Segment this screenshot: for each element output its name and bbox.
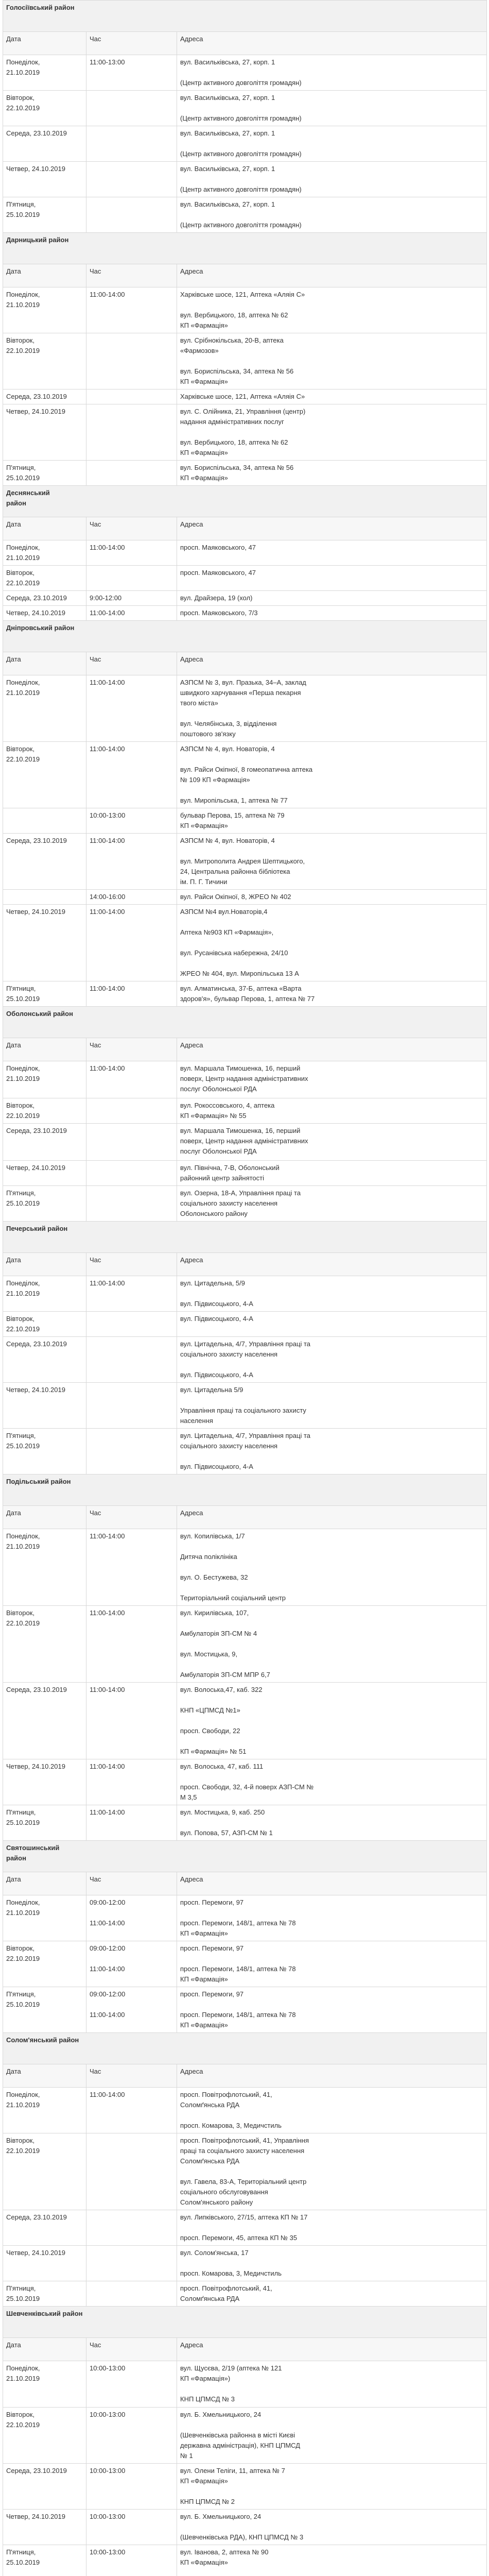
schedule-row xyxy=(3,333,487,389)
column-header-address: Адреса xyxy=(177,652,487,675)
district-name: Подільський район xyxy=(3,1475,487,1506)
row-time: 11:00-14:00 xyxy=(86,1529,177,1606)
schedule-row xyxy=(3,1805,487,1841)
schedule-row xyxy=(3,606,487,621)
row-time: 09:00-12:00 11:00-14:00 xyxy=(86,1895,177,1941)
column-header-date: Дата xyxy=(3,652,86,675)
district-name: Голосіївський район xyxy=(3,1,487,32)
row-address: вул. Васильківська, 27, корп. 1 (Центр активного довголіття громадян) xyxy=(177,197,487,233)
schedule-row xyxy=(3,2281,487,2307)
row-address: вул. Цитадельна, 5/9 вул. Підвисоцького, 4-А xyxy=(177,1276,487,1312)
schedule-row xyxy=(3,1337,487,1383)
district-name: Святошинський район xyxy=(3,1841,487,1872)
column-header-address: Адреса xyxy=(177,1253,487,1276)
schedule-row xyxy=(3,675,487,742)
row-date: Четвер, 24.10.2019 xyxy=(3,1759,86,1805)
schedule-row xyxy=(3,540,487,566)
district-header-row xyxy=(3,486,487,517)
schedule-row xyxy=(3,162,487,197)
row-address: вул. Цитадельна 5/9 Управління праці та соціального захисту населення xyxy=(177,1383,487,1429)
row-time: 10:00-13:00 xyxy=(86,2464,177,2510)
row-address: просп. Маяковського, 7/3 xyxy=(177,606,487,621)
schedule-row xyxy=(3,404,487,461)
row-address: вул. Щусєва, 2/19 (аптека № 121 КП «Фармація») КНП ЦПМСД № 3 xyxy=(177,2361,487,2408)
row-date: Вівторок, 22.10.2019 xyxy=(3,1312,86,1337)
row-time: 14:00-16:00 xyxy=(86,890,177,905)
row-date: Середа, 23.10.2019 xyxy=(3,1124,86,1161)
row-date: Вівторок, 22.10.2019 xyxy=(3,2408,86,2464)
row-address: вул. Північна, 7-В, Оболонський районний центр зайнятості xyxy=(177,1161,487,1186)
row-address: вул. Срібнокільська, 20-В, аптека «Фармозов» вул. Бориспільська, 34, аптека № 56 КП «Фармація» xyxy=(177,333,487,389)
row-date xyxy=(3,808,86,834)
row-time: 11:00-14:00 xyxy=(86,1805,177,1841)
district-name: Дніпровський район xyxy=(3,621,487,652)
column-header-row xyxy=(3,1506,487,1529)
schedule-row xyxy=(3,742,487,808)
row-address: вул. Рокоссовського, 4, аптека КП «Фармація» № 55 xyxy=(177,1098,487,1124)
row-address: бульвар Перова, 15, аптека № 79 КП «Фармація» xyxy=(177,808,487,834)
row-date: Четвер, 24.10.2019 xyxy=(3,905,86,981)
column-header-address: Адреса xyxy=(177,2338,487,2361)
schedule-row xyxy=(3,287,487,333)
schedule-row xyxy=(3,126,487,162)
row-time: 10:00-13:00 xyxy=(86,2510,177,2545)
district-name: Шевченківський район xyxy=(3,2307,487,2338)
row-time: 11:00-14:00 xyxy=(86,834,177,890)
row-address: вул. Липківського, 27/15, аптека КП № 17 просп. Перемоги, 45, аптека КП № 35 xyxy=(177,2210,487,2246)
column-header-address: Адреса xyxy=(177,264,487,287)
row-date: Четвер, 24.10.2019 xyxy=(3,606,86,621)
row-address: вул. Олени Теліги, 11, аптека № 7 КП «Фармація» КНП ЦПМСД № 2 xyxy=(177,2464,487,2510)
row-address: Харківське шосе, 121, Аптека «Аляія С» xyxy=(177,389,487,404)
schedule-row xyxy=(3,1276,487,1312)
row-date: П'ятниця, 25.10.2019 xyxy=(3,1186,86,1222)
row-date: Понеділок, 21.10.2019 xyxy=(3,55,86,91)
district-name: Печерський район xyxy=(3,1222,487,1253)
row-address: вул. Цитадельна, 4/7, Управління праці та соціального захисту населення вул. Підвисоцького, 4-А xyxy=(177,1337,487,1383)
schedule-row xyxy=(3,1895,487,1941)
row-address: вул. Маршала Тимошенка, 16, перший поверх, Центр надання адміністративних послуг Оболонської РДА xyxy=(177,1061,487,1098)
row-time xyxy=(86,1124,177,1161)
row-date: П'ятниця, 25.10.2019 xyxy=(3,2545,86,2576)
district-header-row xyxy=(3,1222,487,1253)
row-address: вул. Іванова, 2, аптека № 90 КП «Фармація» xyxy=(177,2545,487,2576)
column-header-date: Дата xyxy=(3,1872,86,1895)
row-time xyxy=(86,1098,177,1124)
schedule-row xyxy=(3,808,487,834)
schedule-row xyxy=(3,591,487,606)
row-date: Вівторок, 22.10.2019 xyxy=(3,1941,86,1987)
row-address: просп. Маяковського, 47 xyxy=(177,540,487,566)
row-time: 10:00-13:00 xyxy=(86,2545,177,2576)
row-time: 11:00-13:00 xyxy=(86,55,177,91)
row-date: Четвер, 24.10.2019 xyxy=(3,1161,86,1186)
schedule-table xyxy=(3,0,487,2576)
schedule-row xyxy=(3,1061,487,1098)
row-address: вул. Підвисоцького, 4-А xyxy=(177,1312,487,1337)
row-time xyxy=(86,197,177,233)
column-header-address: Адреса xyxy=(177,32,487,55)
column-header-time: Час xyxy=(86,264,177,287)
row-address: вул. Маршала Тимошенка, 16, перший поверх, Центр надання адміністративних послуг Оболонської РДА xyxy=(177,1124,487,1161)
schedule-row xyxy=(3,1124,487,1161)
district-name: Солом'янський район xyxy=(3,2033,487,2064)
row-address: вул. Алматинська, 37-Б, аптека «Варта здоров'я», бульвар Перова, 1, аптека № 77 xyxy=(177,981,487,1007)
column-header-row xyxy=(3,2338,487,2361)
row-time: 11:00-14:00 xyxy=(86,2088,177,2133)
row-time: 10:00-13:00 xyxy=(86,808,177,834)
row-address: вул. С. Олійника, 21, Управління (центр) надання адміністративних послуг вул. Вербицького, 18, аптека № 62 КП «Фармація» xyxy=(177,404,487,461)
row-address: АЗПСМ №4 вул.Новаторів,4 Аптека №903 КП «Фармація», вул. Русанівська набережна, 24/10 ЖРЕО № 404, вул. Миропільська 13 А xyxy=(177,905,487,981)
row-date: Вівторок, 22.10.2019 xyxy=(3,91,86,126)
row-time xyxy=(86,1161,177,1186)
district-header-row xyxy=(3,1841,487,1872)
column-header-time: Час xyxy=(86,1038,177,1061)
row-date: Вівторок, 22.10.2019 xyxy=(3,566,86,591)
row-address: вул. Васильківська, 27, корп. 1 (Центр активного довголіття громадян) xyxy=(177,55,487,91)
row-address: вул. Озерна, 18-А, Управління праці та соціального захисту населення Оболонського району xyxy=(177,1186,487,1222)
row-date: Понеділок, 21.10.2019 xyxy=(3,287,86,333)
row-time: 09:00-12:00 11:00-14:00 xyxy=(86,1941,177,1987)
row-date: П'ятниця, 25.10.2019 xyxy=(3,1987,86,2033)
row-date: Середа, 23.10.2019 xyxy=(3,1683,86,1759)
row-address: АЗПСМ № 4, вул. Новаторів, 4 вул. Митрополита Андрея Шептицького, 24, Центральна районна бібліотека ім. П. Г. Тичини xyxy=(177,834,487,890)
schedule-row xyxy=(3,981,487,1007)
schedule-row xyxy=(3,1987,487,2033)
row-date: Понеділок, 21.10.2019 xyxy=(3,1061,86,1098)
row-date: Середа, 23.10.2019 xyxy=(3,389,86,404)
row-date xyxy=(3,890,86,905)
schedule-row xyxy=(3,2210,487,2246)
column-header-time: Час xyxy=(86,2338,177,2361)
district-name: Дарницький район xyxy=(3,233,487,264)
row-date: Вівторок, 22.10.2019 xyxy=(3,2133,86,2210)
district-header-row xyxy=(3,1007,487,1038)
column-header-row xyxy=(3,264,487,287)
schedule-row xyxy=(3,2408,487,2464)
row-time xyxy=(86,2246,177,2281)
district-header-row xyxy=(3,621,487,652)
schedule-row xyxy=(3,1683,487,1759)
row-time: 11:00-14:00 xyxy=(86,1276,177,1312)
row-time: 11:00-14:00 xyxy=(86,1759,177,1805)
row-date: П'ятниця, 25.10.2019 xyxy=(3,2281,86,2307)
row-address: АЗПСМ № 3, вул. Празька, 34–А, заклад швидкого харчування «Перша пекарня твого міста» вул. Челябінська, 3, відділення поштового зв'язку xyxy=(177,675,487,742)
row-date: Понеділок, 21.10.2019 xyxy=(3,2088,86,2133)
row-time xyxy=(86,333,177,389)
column-header-date: Дата xyxy=(3,2338,86,2361)
column-header-time: Час xyxy=(86,517,177,540)
row-address: просп. Повітрофлотський, 41, Соломґянська РДА xyxy=(177,2281,487,2307)
row-time xyxy=(86,2281,177,2307)
row-date: П'ятниця, 25.10.2019 xyxy=(3,197,86,233)
row-time xyxy=(86,162,177,197)
row-address: вул. Цитадельна, 4/7, Управління праці та соціального захисту населення вул. Підвисоцького, 4-А xyxy=(177,1429,487,1475)
row-date: П'ятниця, 25.10.2019 xyxy=(3,461,86,486)
column-header-address: Адреса xyxy=(177,1872,487,1895)
row-address: вул. Волоська,47, каб. 322 КНП «ЦПМСД №1» просп. Свободи, 22 КП «Фармація» № 51 xyxy=(177,1683,487,1759)
schedule-row xyxy=(3,2545,487,2576)
row-time xyxy=(86,1429,177,1475)
row-time: 11:00-14:00 xyxy=(86,1606,177,1683)
row-time xyxy=(86,126,177,162)
row-date: Понеділок, 21.10.2019 xyxy=(3,540,86,566)
column-header-address: Адреса xyxy=(177,2064,487,2088)
column-header-time: Час xyxy=(86,652,177,675)
schedule-row xyxy=(3,566,487,591)
district-header-row xyxy=(3,233,487,264)
row-date: Четвер, 24.10.2019 xyxy=(3,2246,86,2281)
column-header-row xyxy=(3,517,487,540)
row-address: просп. Перемоги, 97 просп. Перемоги, 148/1, аптека № 78 КП «Фармація» xyxy=(177,1987,487,2033)
row-time: 11:00-14:00 xyxy=(86,287,177,333)
row-address: вул. Б. Хмельницького, 24 (Шевченківська районна в місті Києві державна адміністрація), КНП ЦПМСД № 1 xyxy=(177,2408,487,2464)
schedule-row xyxy=(3,1941,487,1987)
row-address: вул. Драйзера, 19 (хол) xyxy=(177,591,487,606)
schedule-row xyxy=(3,905,487,981)
row-date: Четвер, 24.10.2019 xyxy=(3,2510,86,2545)
row-date: Четвер, 24.10.2019 xyxy=(3,1383,86,1429)
schedule-row xyxy=(3,2464,487,2510)
schedule-row xyxy=(3,461,487,486)
row-date: Понеділок, 21.10.2019 xyxy=(3,1276,86,1312)
row-time: 11:00-14:00 xyxy=(86,540,177,566)
row-date: Середа, 23.10.2019 xyxy=(3,126,86,162)
column-header-time: Час xyxy=(86,1872,177,1895)
district-header-row xyxy=(3,1,487,32)
district-name: Оболонський район xyxy=(3,1007,487,1038)
schedule-row xyxy=(3,1098,487,1124)
schedule-row xyxy=(3,834,487,890)
row-time: 11:00-14:00 xyxy=(86,905,177,981)
row-time xyxy=(86,91,177,126)
row-time: 11:00-14:00 xyxy=(86,1061,177,1098)
row-address: просп. Повітрофлотський, 41, Управління праці та соціального захисту населення Соломґянська РДА вул. Гавела, 83-А, Територіальний центр соціального обслуговування Солом'янського району xyxy=(177,2133,487,2210)
schedule-row xyxy=(3,91,487,126)
row-address: АЗПСМ № 4, вул. Новаторів, 4 вул. Райси Окіпної, 8 гомеопатична аптека № 109 КП «Фармація» вул. Миропільська, 1, аптека № 77 xyxy=(177,742,487,808)
row-time xyxy=(86,2133,177,2210)
schedule-row xyxy=(3,389,487,404)
row-time xyxy=(86,566,177,591)
row-time: 09:00-12:00 11:00-14:00 xyxy=(86,1987,177,2033)
district-header-row xyxy=(3,1475,487,1506)
schedule-body xyxy=(3,1,487,2576)
row-date: П'ятниця, 25.10.2019 xyxy=(3,1429,86,1475)
column-header-row xyxy=(3,652,487,675)
row-date: Понеділок, 21.10.2019 xyxy=(3,1895,86,1941)
row-time: 11:00-14:00 xyxy=(86,981,177,1007)
row-time xyxy=(86,1337,177,1383)
column-header-row xyxy=(3,1038,487,1061)
row-time xyxy=(86,461,177,486)
row-date: Понеділок, 21.10.2019 xyxy=(3,1529,86,1606)
row-address: вул. Волоська, 47, каб. 111 просп. Свободи, 32, 4-й поверх АЗП-СМ № М 3,5 xyxy=(177,1759,487,1805)
row-date: П'ятниця, 25.10.2019 xyxy=(3,981,86,1007)
column-header-time: Час xyxy=(86,1253,177,1276)
schedule-row xyxy=(3,2088,487,2133)
schedule-row xyxy=(3,1383,487,1429)
column-header-time: Час xyxy=(86,2064,177,2088)
column-header-date: Дата xyxy=(3,264,86,287)
row-address: вул. Васильківська, 27, корп. 1 (Центр активного довголіття громадян) xyxy=(177,91,487,126)
schedule-row xyxy=(3,890,487,905)
column-header-date: Дата xyxy=(3,2064,86,2088)
column-header-address: Адреса xyxy=(177,1506,487,1529)
row-address: просп. Перемоги, 97 просп. Перемоги, 148/1, аптека № 78 КП «Фармація» xyxy=(177,1895,487,1941)
column-header-date: Дата xyxy=(3,517,86,540)
column-header-time: Час xyxy=(86,32,177,55)
column-header-date: Дата xyxy=(3,1506,86,1529)
row-date: Четвер, 24.10.2019 xyxy=(3,404,86,461)
row-date: Середа, 23.10.2019 xyxy=(3,834,86,890)
column-header-date: Дата xyxy=(3,32,86,55)
row-address: просп. Перемоги, 97 просп. Перемоги, 148/1, аптека № 78 КП «Фармація» xyxy=(177,1941,487,1987)
row-date: П'ятниця, 25.10.2019 xyxy=(3,1805,86,1841)
row-time: 11:00-14:00 xyxy=(86,1683,177,1759)
schedule-row xyxy=(3,1429,487,1475)
district-header-row xyxy=(3,2033,487,2064)
district-header-row xyxy=(3,2307,487,2338)
row-time: 9:00-12:00 xyxy=(86,591,177,606)
row-date: Вівторок, 22.10.2019 xyxy=(3,742,86,808)
row-time: 10:00-13:00 xyxy=(86,2408,177,2464)
row-address: вул. Кирилівська, 107, Амбулаторія ЗП-СМ № 4 вул. Мостицька, 9, Амбулаторія ЗП-СМ МПР 6,7 xyxy=(177,1606,487,1683)
row-time: 10:00-13:00 xyxy=(86,2361,177,2408)
row-time: 11:00-14:00 xyxy=(86,742,177,808)
column-header-row xyxy=(3,1872,487,1895)
column-header-row xyxy=(3,32,487,55)
row-date: Середа, 23.10.2019 xyxy=(3,2210,86,2246)
column-header-row xyxy=(3,2064,487,2088)
row-time xyxy=(86,389,177,404)
schedule-row xyxy=(3,55,487,91)
row-date: Четвер, 24.10.2019 xyxy=(3,162,86,197)
column-header-date: Дата xyxy=(3,1038,86,1061)
row-address: вул. Бориспільська, 34, аптека № 56 КП «Фармація» xyxy=(177,461,487,486)
schedule-row xyxy=(3,1312,487,1337)
column-header-row xyxy=(3,1253,487,1276)
schedule-row xyxy=(3,197,487,233)
schedule-row xyxy=(3,1161,487,1186)
row-address: Харківське шосе, 121, Аптека «Аляія С» вул. Вербицького, 18, аптека № 62 КП «Фармація» xyxy=(177,287,487,333)
schedule-row xyxy=(3,2361,487,2408)
row-date: Понеділок, 21.10.2019 xyxy=(3,675,86,742)
schedule-row xyxy=(3,1186,487,1222)
row-address: вул. Солом'янська, 17 просп. Комарова, 3, Медичстиль xyxy=(177,2246,487,2281)
column-header-date: Дата xyxy=(3,1253,86,1276)
district-name: Деснянський район xyxy=(3,486,487,517)
column-header-address: Адреса xyxy=(177,1038,487,1061)
row-address: вул. Васильківська, 27, корп. 1 (Центр активного довголіття громадян) xyxy=(177,162,487,197)
row-time: 11:00-14:00 xyxy=(86,675,177,742)
schedule-row xyxy=(3,2510,487,2545)
row-address: вул. Мостицька, 9, каб. 250 вул. Попова, 57, АЗП-СМ № 1 xyxy=(177,1805,487,1841)
row-address: вул. Копилівська, 1/7 Дитяча поліклініка вул. О. Бестужева, 32 Територіальний соціальний центр xyxy=(177,1529,487,1606)
schedule-row xyxy=(3,1529,487,1606)
row-date: Вівторок, 22.10.2019 xyxy=(3,1098,86,1124)
row-time xyxy=(86,2210,177,2246)
row-address: просп. Маяковського, 47 xyxy=(177,566,487,591)
row-address: вул. Б. Хмельницького, 24 (Шевченківська РДА), КНП ЦПМСД № 3 xyxy=(177,2510,487,2545)
schedule-row xyxy=(3,1759,487,1805)
row-time xyxy=(86,1312,177,1337)
row-address: просп. Повітрофлотський, 41, Соломґянська РДА просп. Комарова, 3, Медичстиль xyxy=(177,2088,487,2133)
row-date: Середа, 23.10.2019 xyxy=(3,591,86,606)
row-address: вул. Васильківська, 27, корп. 1 (Центр активного довголіття громадян) xyxy=(177,126,487,162)
row-time xyxy=(86,1186,177,1222)
schedule-row xyxy=(3,2133,487,2210)
column-header-time: Час xyxy=(86,1506,177,1529)
row-address: вул. Райси Окіпної, 8, ЖРЕО № 402 xyxy=(177,890,487,905)
row-time: 11:00-14:00 xyxy=(86,606,177,621)
schedule-row xyxy=(3,1606,487,1683)
row-time xyxy=(86,404,177,461)
row-date: Вівторок, 22.10.2019 xyxy=(3,333,86,389)
row-time xyxy=(86,1383,177,1429)
schedule-row xyxy=(3,2246,487,2281)
row-date: Середа, 23.10.2019 xyxy=(3,1337,86,1383)
column-header-address: Адреса xyxy=(177,517,487,540)
row-date: Вівторок, 22.10.2019 xyxy=(3,1606,86,1683)
row-date: Понеділок, 21.10.2019 xyxy=(3,2361,86,2408)
row-date: Середа, 23.10.2019 xyxy=(3,2464,86,2510)
